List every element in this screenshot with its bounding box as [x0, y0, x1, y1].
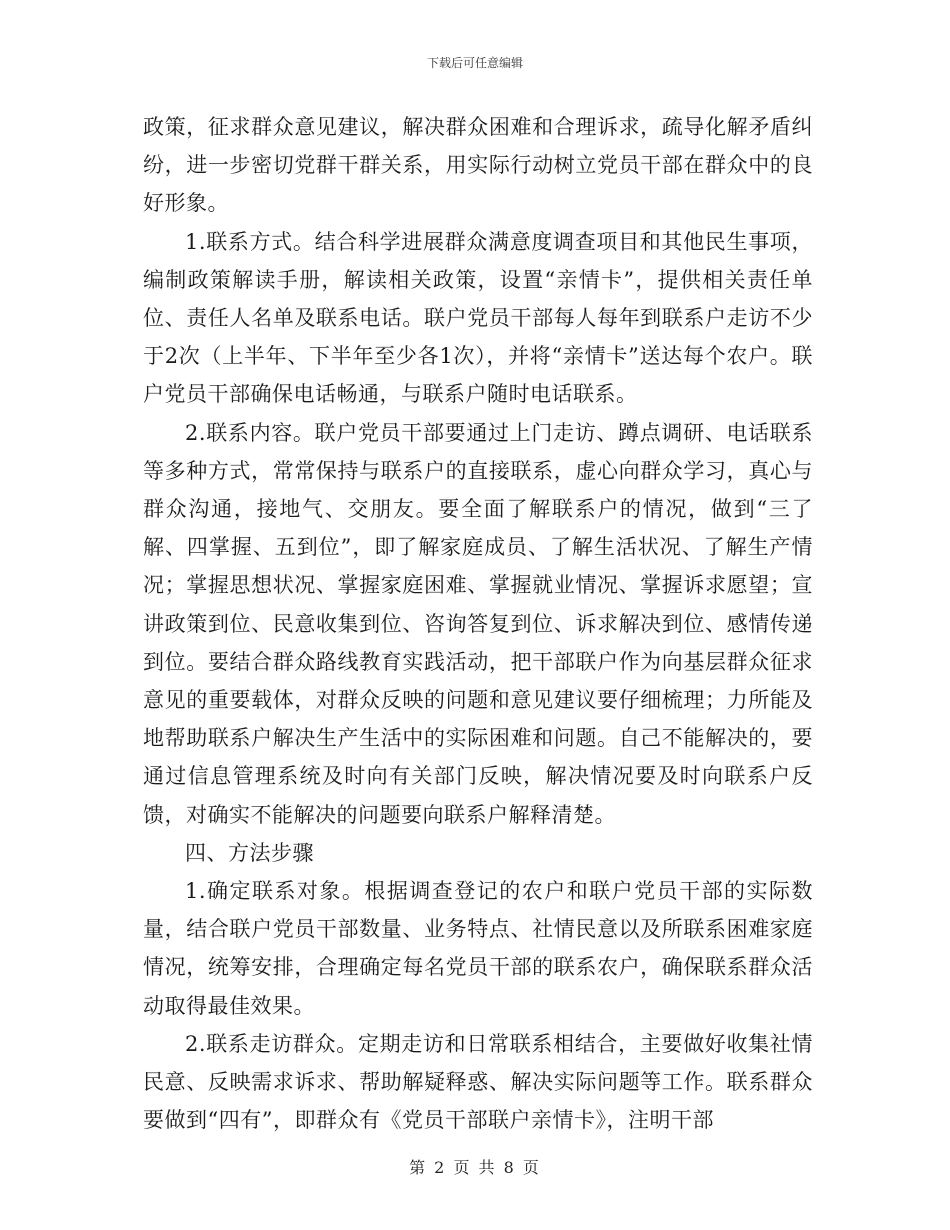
paragraph-1: 政策，征求群众意见建议，解决群众困难和合理诉求，疏导化解矛盾纠纷，进一步密切党群干群关系，用实际行动树立党员干部在群众中的良好形象。: [143, 115, 813, 216]
paragraph-contact-method: 1.联系方式。结合科学进展群众满意度调查项目和其他民生事项，编制政策解读手册，解读相关政策，设置“亲情卡”，提供相关责任单位、责任人名单及联系电话。联户党员干部每人每年到联系户走访不少于2次（上半年、下半年至少各1次），并将“亲情卡”送达每个农户。联户党员干部确保电话畅通，与联系户随时电话联系。: [143, 229, 813, 407]
page-footer: 第 2 页 共 8 页: [409, 1158, 541, 1177]
paragraph-visit-masses: 2.联系走访群众。定期走访和日常联系相结合，主要做好收集社情民意、反映需求诉求、帮助解疑释惑、解决实际问题等工作。联系群众要做到“四有”，即群众有《党员干部联户亲情卡》，注明干部: [143, 1031, 813, 1133]
page-header: 下载后可任意编辑: [426, 56, 523, 70]
paragraph-determine-contacts: 1.确定联系对象。根据调查登记的农户和联户党员干部的实际数量，结合联户党员干部数量、业务特点、社情民意以及所联系困难家庭情况，统筹安排，合理确定每名党员干部的联系农户，确保联系群众活动取得最佳效果。: [143, 879, 813, 1018]
section-heading-method-steps: 四、方法步骤: [185, 840, 314, 865]
document-body: [143, 108, 813, 1139]
paragraph-contact-content: 2.联系内容。联户党员干部要通过上门走访、蹲点调研、电话联系等多种方式，常常保持与联系户的直接联系，虚心向群众学习，真心与群众沟通，接地气、交朋友。要全面了解联系户的情况，做到“三了解、四掌握、五到位”，即了解家庭成员、了解生活状况、了解生产情况；掌握思想状况、掌握家庭困难、掌握就业情况、掌握诉求愿望；宣讲政策到位、民意收集到位、咨询答复到位、诉求解决到位、感情传递到位。要结合群众路线教育实践活动，把干部联户作为向基层群众征求意见的重要载体，对群众反映的问题和意见建议要仔细梳理；力所能及地帮助联系户解决生产生活中的实际困难和问题。自己不能解决的，要通过信息管理系统及时向有关部门反映，解决情况要及时向联系户反馈，对确实不能解决的问题要向联系户解释清楚。: [143, 420, 813, 827]
